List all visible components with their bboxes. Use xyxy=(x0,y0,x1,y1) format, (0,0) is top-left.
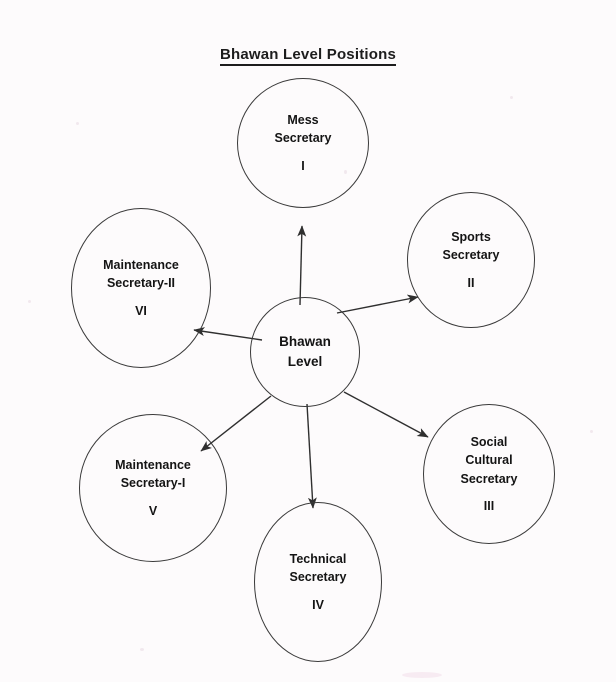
technical-secretary-node-line-1: Secretary xyxy=(289,570,347,585)
social-cultural-secretary-node-number: III xyxy=(483,498,495,513)
maintenance-secretary-2-node-line-1: Secretary-II xyxy=(106,276,176,291)
technical-secretary-node-number: IV xyxy=(312,597,324,612)
sports-secretary-node[interactable] xyxy=(407,192,535,328)
edge-center-to-mess xyxy=(300,226,302,305)
mess-secretary-node-number: I xyxy=(301,158,305,173)
center-node-line-1: Level xyxy=(287,354,323,369)
maintenance-secretary-1-node-number: V xyxy=(148,503,158,518)
social-cultural-secretary-node-line-2: Secretary xyxy=(460,471,518,486)
social-cultural-secretary-node[interactable] xyxy=(423,404,555,544)
mess-secretary-node-line-1: Secretary xyxy=(274,131,332,146)
edge-center-to-sports xyxy=(337,297,418,313)
mess-secretary-node-line-0: Mess xyxy=(287,113,319,128)
mess-secretary-node[interactable] xyxy=(237,78,369,208)
maintenance-secretary-1-node[interactable] xyxy=(79,414,227,562)
maintenance-secretary-2-node[interactable] xyxy=(71,208,211,368)
edge-center-to-technical xyxy=(307,404,313,508)
technical-secretary-node-line-0: Technical xyxy=(289,552,347,567)
center-node[interactable] xyxy=(250,297,360,407)
maintenance-secretary-1-node-line-0: Maintenance xyxy=(115,458,191,473)
maintenance-secretary-1-node-line-1: Secretary-I xyxy=(120,476,186,491)
maintenance-secretary-2-node-line-0: Maintenance xyxy=(103,258,179,273)
edge-center-to-social xyxy=(344,392,428,437)
technical-secretary-node[interactable] xyxy=(254,502,382,662)
center-node-line-0: Bhawan xyxy=(279,333,331,349)
sports-secretary-node-line-1: Secretary xyxy=(442,248,500,263)
sports-secretary-node-line-0: Sports xyxy=(451,230,491,245)
social-cultural-secretary-node-line-1: Cultural xyxy=(465,453,513,468)
maintenance-secretary-2-node-number: VI xyxy=(135,303,147,318)
page-title-text: Bhawan Level Positions xyxy=(220,46,396,66)
social-cultural-secretary-node-line-0: Social xyxy=(470,435,508,450)
sports-secretary-node-number: II xyxy=(467,275,475,290)
